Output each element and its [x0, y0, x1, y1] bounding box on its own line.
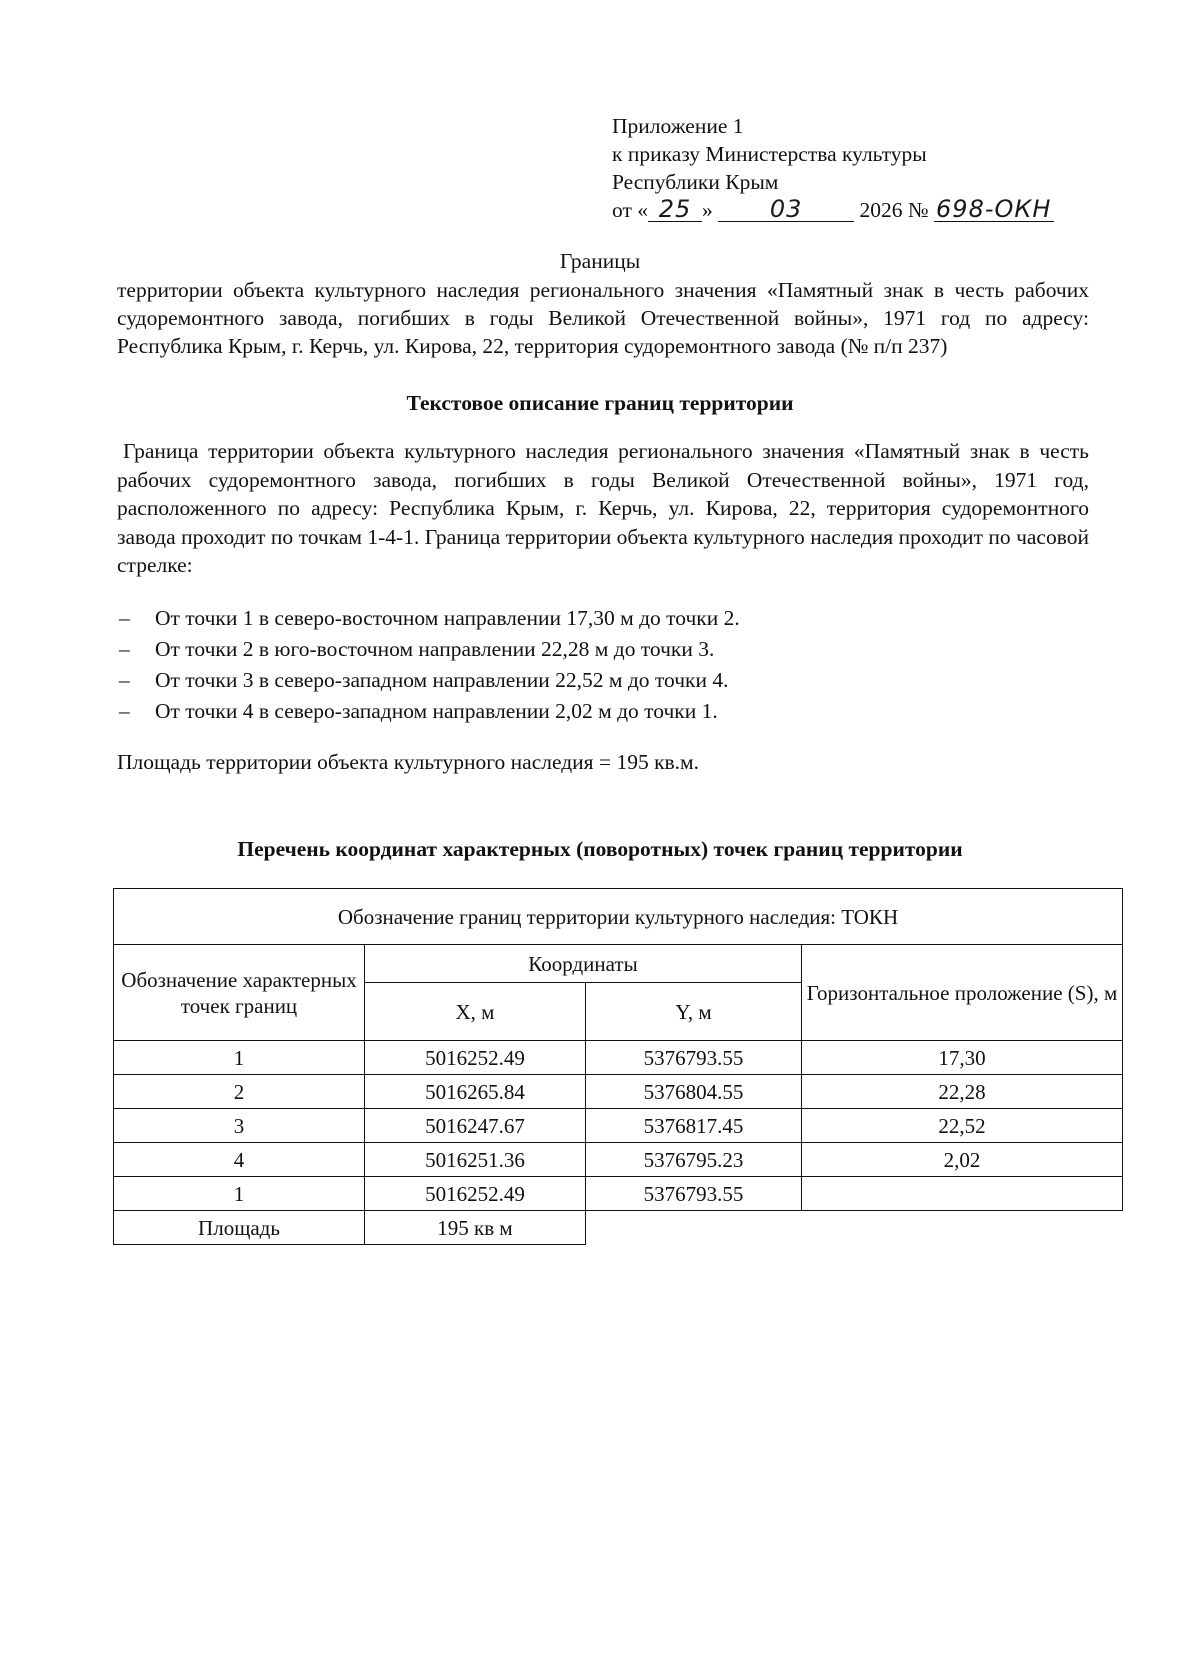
list-item-text: От точки 2 в юго-восточном направлении 22,28 м до точки 3. [155, 637, 715, 661]
list-item [117, 634, 1097, 665]
boundary-steps-list [117, 603, 1097, 727]
document-title: Границы [559, 249, 641, 273]
cell-point: 1 [114, 1177, 365, 1211]
cell-x: 5016252.49 [365, 1041, 586, 1075]
table-header-row [114, 945, 1123, 983]
description-heading: Текстовое описание границ территории [406, 391, 794, 415]
appendix-title: Приложение 1 [612, 114, 744, 138]
header-distance: Горизонтальное проложение (S), м [802, 945, 1123, 1041]
empty-cell [586, 1211, 1123, 1245]
date-year: 2026 № [859, 198, 929, 222]
table-caption: Обозначение границ территории культурного наследия: ТОКН [114, 889, 1123, 945]
date-mid: » [702, 198, 719, 222]
list-item [117, 665, 1097, 696]
date-day: 25 [648, 197, 702, 222]
list-item [117, 603, 1097, 634]
table-row [114, 1075, 1123, 1109]
list-item-text: От точки 1 в северо-восточном направлении 17,30 м до точки 2. [155, 606, 740, 630]
header-coordinates: Координаты [365, 945, 802, 983]
list-item-text: От точки 3 в северо-западном направлении 22,52 м до точки 4. [155, 668, 729, 692]
cell-distance: 22,52 [802, 1109, 1123, 1143]
list-dash: – [119, 668, 130, 692]
header-y: Y, м [586, 983, 802, 1041]
cell-x: 5016251.36 [365, 1143, 586, 1177]
appendix-date-line [612, 196, 1054, 224]
cell-point: 2 [114, 1075, 365, 1109]
cell-distance [802, 1177, 1123, 1211]
appendix-block [612, 112, 1054, 224]
cell-y: 5376817.45 [586, 1109, 802, 1143]
area-label-cell: Площадь [114, 1211, 365, 1245]
area-value-cell: 195 кв м [365, 1211, 586, 1245]
cell-y: 5376795.23 [586, 1143, 802, 1177]
list-dash: – [119, 637, 130, 661]
cell-point: 3 [114, 1109, 365, 1143]
table-caption-row [114, 889, 1123, 945]
table-area-row [114, 1211, 1123, 1245]
list-item-text: От точки 4 в северо-западном направлении 2,02 м до точки 1. [155, 699, 718, 723]
area-statement: Площадь территории объекта культурного наследия = 195 кв.м. [117, 750, 700, 774]
list-item [117, 696, 1097, 727]
date-month: 03 [718, 197, 854, 222]
date-prefix: от « [612, 198, 648, 222]
list-dash: – [119, 606, 130, 630]
table-row [114, 1041, 1123, 1075]
table-row [114, 1109, 1123, 1143]
cell-distance: 22,28 [802, 1075, 1123, 1109]
description-paragraph: Граница территории объекта культурного наследия регионального значения «Памятный знак в честь рабочих судоремонтного завода, погибших в годы Великой Отечественной войны», 1971 год, расположенного по адресу: Республика Крым, г. Керчь, ул. Кирова, 22, территория судоремонтного завода проходит по точкам 1-4-1. Граница территории объекта культурного наследия проходит по часовой стрелке: [117, 439, 1089, 577]
cell-x: 5016252.49 [365, 1177, 586, 1211]
coordinates-heading: Перечень координат характерных (поворотных) точек границ территории [237, 837, 963, 861]
cell-distance: 2,02 [802, 1143, 1123, 1177]
order-number: 698-ОКН [934, 197, 1054, 222]
cell-distance: 17,30 [802, 1041, 1123, 1075]
coordinates-table [113, 888, 1123, 1245]
cell-y: 5376793.55 [586, 1177, 802, 1211]
table-row [114, 1177, 1123, 1211]
appendix-order-ref: к приказу Министерства культуры [612, 142, 927, 166]
header-x: X, м [365, 983, 586, 1041]
cell-x: 5016265.84 [365, 1075, 586, 1109]
table-row [114, 1143, 1123, 1177]
cell-point: 4 [114, 1143, 365, 1177]
list-dash: – [119, 699, 130, 723]
cell-x: 5016247.67 [365, 1109, 586, 1143]
appendix-republic: Республики Крым [612, 170, 779, 194]
cell-y: 5376793.55 [586, 1041, 802, 1075]
cell-point: 1 [114, 1041, 365, 1075]
cell-y: 5376804.55 [586, 1075, 802, 1109]
header-point: Обозначение характерных точек границ [114, 945, 365, 1041]
document-subtitle: территории объекта культурного наследия регионального значения «Памятный знак в честь рабочих судоремонтного завода, погибших в годы Великой Отечественной войны», 1971 год по адресу: Республика Крым, г. Керчь, ул. Кирова, 22, территория судоремонтного завода (№ п/п 237) [117, 278, 1089, 358]
